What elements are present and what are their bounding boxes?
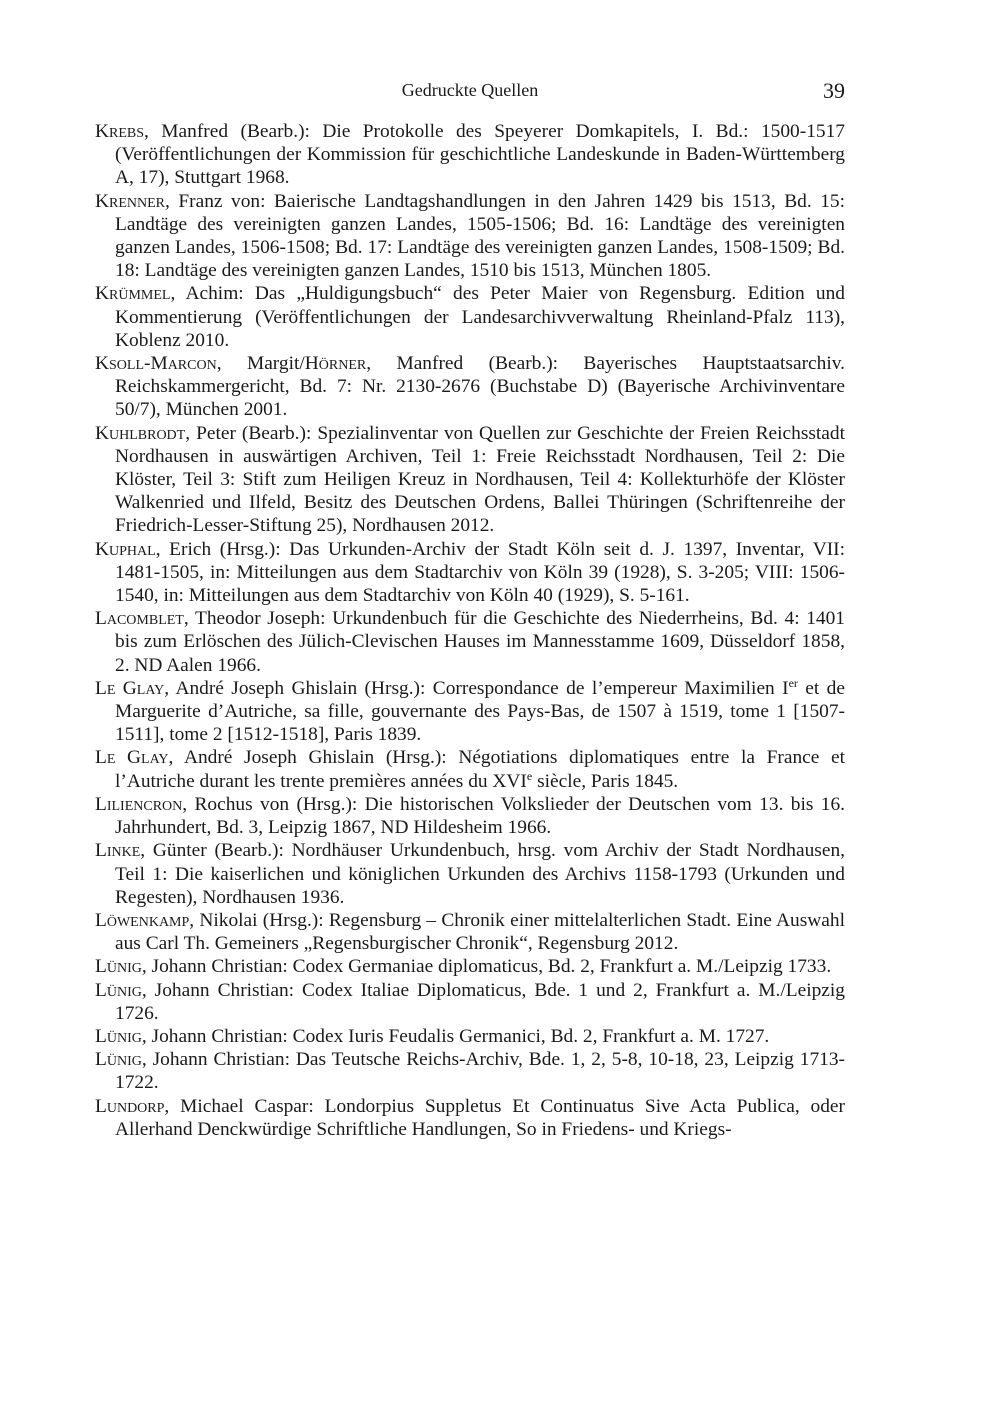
entry-text: , Erich (Hrsg.): Das Urkunden-Archiv der Stadt Köln seit d. J. 1397, Inventar, VII: 1481-1505, in: Mitteilungen aus dem Stadtarchiv von Köln 39 (1928), S. 3-205; VIII: 1506-1540, in: Mitteilungen aus dem Stadtarchiv von Köln 40 (1929), S. 5-161. (115, 538, 845, 607)
entry-author: Le Glay (95, 677, 165, 699)
bibliography-entry (95, 352, 845, 422)
bibliography-entry (95, 1095, 845, 1141)
entry-superscript: e (526, 768, 533, 783)
entry-text: , Johann Christian: Codex Germaniae diplomaticus, Bd. 2, Frankfurt a. M./Leipzig 1733. (141, 956, 832, 978)
entry-author: Lacomblet (95, 608, 184, 630)
bibliography-entry (95, 1025, 845, 1048)
entry-text: , Franz von: Baierische Landtagshandlungen in den Jahren 1429 bis 1513, Bd. 15: Landtäge des vereinigten ganzen Landes, 1505-1506; Bd. 16: Landtäge des vereinigten ganzen Landes, 1506-1508; Bd. 17: Landtäge des vereinigten ganzen Landes, 1508-1509; Bd. 18: Landtäge des vereinigten ganzen Landes, 1510 bis 1513, München 1805. (115, 190, 845, 282)
bibliography-entry (95, 1048, 845, 1094)
entry-text: , Nikolai (Hrsg.): Regensburg – Chronik einer mittelalterlichen Stadt. Eine Auswahl aus Carl Th. Gemeiners „Regensburgischer Chronik“, Regensburg 2012. (115, 909, 845, 955)
entry-text: siècle, Paris 1845. (532, 770, 679, 792)
entry-text: , Rochus von (Hrsg.): Die historischen Volkslieder der Deutschen vom 13. bis 16. Jahrhundert, Bd. 3, Leipzig 1867, ND Hildesheim 1966. (115, 793, 845, 839)
bibliography-entry (95, 120, 845, 190)
bibliography-entry (95, 190, 845, 283)
book-page (95, 78, 845, 1141)
bibliography-entry (95, 839, 845, 909)
entry-author: Lünig (95, 979, 142, 1001)
entry-text: , Michael Caspar: Londorpius Suppletus Et Continuatus Sive Acta Publica, oder Allerhand Denckwürdige Schriftliche Handlungen, So in Friedens- und Kriegs- (115, 1095, 845, 1140)
entry-text: , Günter (Bearb.): Nordhäuser Urkundenbuch, hrsg. vom Archiv der Stadt Nordhausen, Teil 1: Die kaiserlichen und königlichen Urkunden des Archivs 1158-1793 (Urkunden und Regesten), Nordhausen 1936. (115, 840, 845, 908)
entry-text: , André Joseph Ghislain (Hrsg.): Négotiations diplomatiques entre la France et l’Autriche durant les trente premières années du XVI (115, 747, 845, 792)
entry-text: et de Marguerite d’Autriche, sa fille, gouvernante des Pays-Bas, de 1507 à 1519, tome 1 [1507-1511], tome 2 [1512-1518], Paris 1839. (115, 677, 845, 746)
entry-author: Lünig (95, 1025, 142, 1047)
entry-author: Lünig (95, 1049, 142, 1071)
entry-author: Krebs (95, 121, 145, 142)
entry-text: , Johann Christian: Codex Iuris Feudalis Germanici, Bd. 2, Frankfurt a. M. 1727. (141, 1025, 770, 1047)
entry-author: Löwenkamp (95, 909, 190, 931)
bibliography-entry (95, 422, 845, 538)
entry-text: , Manfred (Bearb.): Bayerisches Hauptstaatsarchiv. Reichskammergericht, Bd. 7: Nr. 2130-2676 (Buchstabe D) (Bayerische Archivinventare 50/7), München 2001. (115, 353, 845, 421)
entry-text: , Manfred (Bearb.): Die Protokolle des Speyerer Domkapitels, I. Bd.: 1500-1517 (Veröffentlichungen der Kommission für geschichtliche Landeskunde in Baden-Württemberg A, 17), Stuttgart 1968. (115, 121, 845, 189)
entry-author: Lünig (95, 956, 142, 978)
entry-text: , Peter (Bearb.): Spezialinventar von Quellen zur Geschichte der Freien Reichsstadt Nordhausen in auswärtigen Archiven, Teil 1: Freie Reichsstadt Nordhausen, Teil 2: Die Klöster, Teil 3: Stift zum Heiligen Kreuz in Nordhausen, Teil 4: Kollekturhöfe der Klöster Walkenried und Ilfeld, Besitz des Deutschen Ordens, Ballei Thüringen (Schriftenreihe der Friedrich-Lesser-Stiftung 25), Nordhausen 2012. (115, 422, 845, 537)
entry-author: Le Glay (95, 747, 169, 769)
bibliography-entry (95, 677, 845, 747)
entry-text: , André Joseph Ghislain (Hrsg.): Correspondance de l’empereur Maximilien I (164, 677, 789, 699)
entry-author: Krenner (95, 190, 166, 212)
bibliography-entry (95, 955, 845, 978)
page-number: 39 (823, 78, 845, 103)
bibliography-entry (95, 282, 845, 352)
running-title: Gedruckte Quellen (401, 80, 539, 100)
entry-author: Kuhlbrodt (95, 422, 186, 444)
entry-author: Ksoll-Marcon (95, 353, 217, 375)
entry-text: , Margit/ (216, 353, 305, 375)
entry-author: Linke (95, 840, 141, 862)
bibliography-entry (95, 538, 845, 608)
entry-superscript: er (788, 675, 798, 690)
bibliography-entry (95, 793, 845, 839)
entry-author: Kuphal (95, 538, 156, 560)
entry-author: Hörner (304, 353, 367, 375)
entry-author: Krümmel (95, 283, 171, 305)
entry-text: , Johann Christian: Codex Italiae Diplomaticus, Bde. 1 und 2, Frankfurt a. M./Leipzig 1726. (115, 979, 845, 1024)
bibliography-list (95, 120, 845, 1141)
bibliography-entry (95, 909, 845, 955)
bibliography-entry (95, 607, 845, 677)
entry-author: Liliencron (95, 793, 183, 815)
entry-text: , Achim: Das „Huldigungsbuch“ des Peter Maier von Regensburg. Edition und Kommentierung (Veröffentlichungen der Landesarchivverwaltung Rheinland-Pfalz 113), Koblenz 2010. (115, 283, 845, 351)
running-head (95, 78, 845, 108)
entry-author: Lundorp (95, 1095, 165, 1117)
bibliography-entry (95, 979, 845, 1025)
bibliography-entry (95, 746, 845, 792)
entry-text: , Johann Christian: Das Teutsche Reichs-Archiv, Bde. 1, 2, 5-8, 10-18, 23, Leipzig 1713-1722. (115, 1049, 845, 1094)
entry-text: , Theodor Joseph: Urkundenbuch für die Geschichte des Niederrheins, Bd. 4: 1401 bis zum Erlöschen des Jülich-Clevischen Hauses im Mannesstamme 1609, Düsseldorf 1858, 2. ND Aalen 1966. (115, 608, 845, 676)
